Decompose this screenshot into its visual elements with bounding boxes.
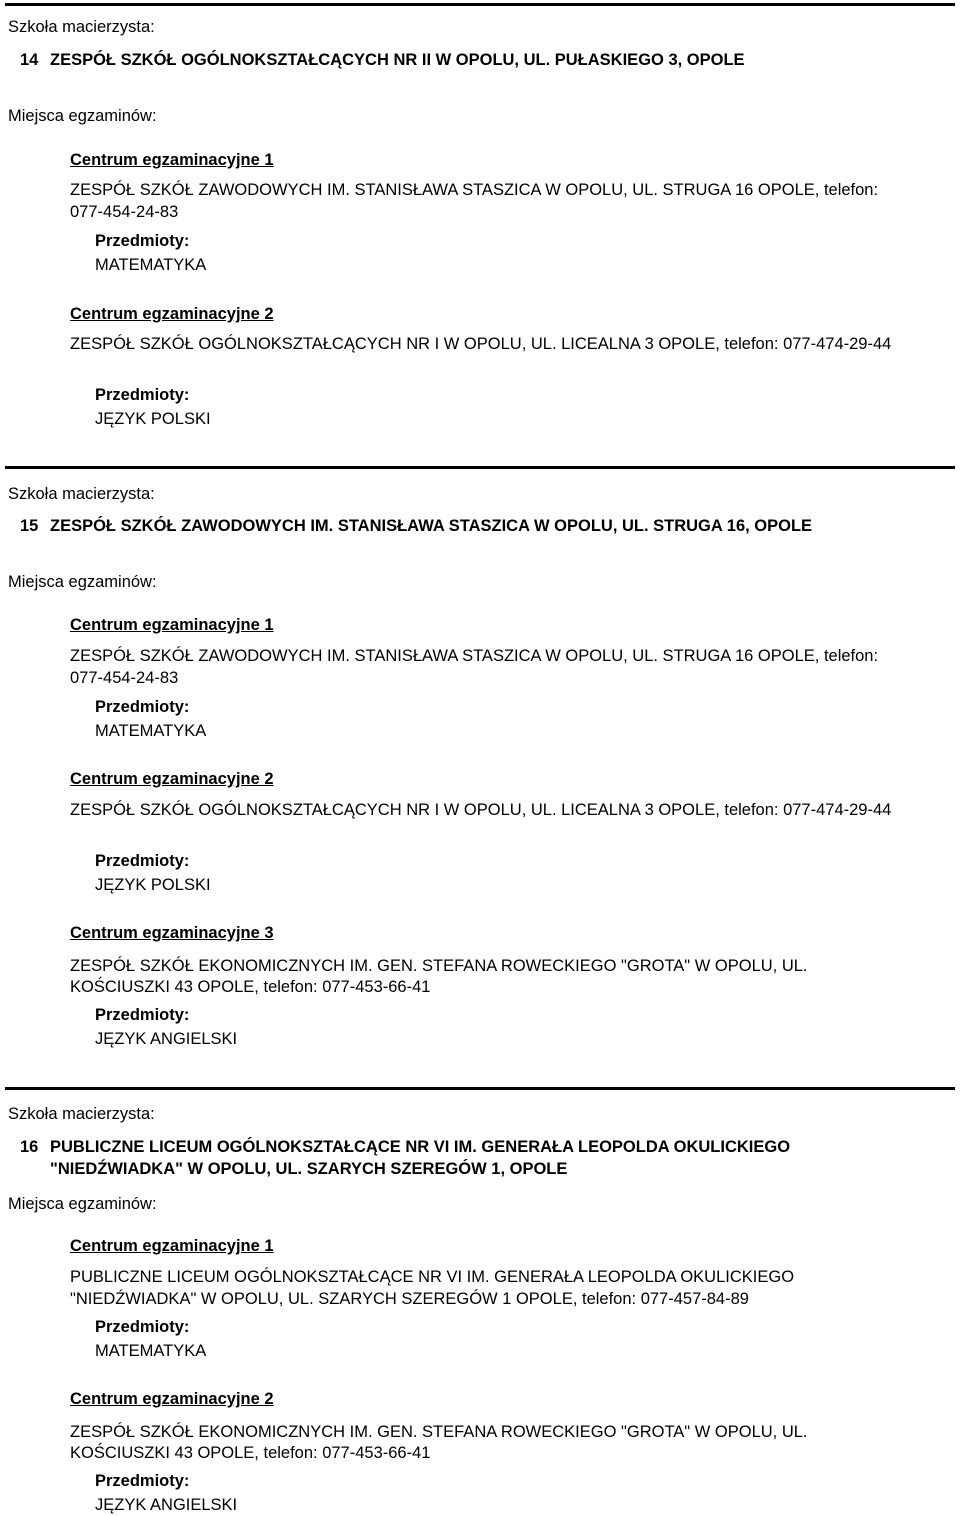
exam-center-address: KOŚCIUSZKI 43 OPOLE, telefon: 077-453-66-41 (70, 1444, 431, 1462)
exam-center-address: ZESPÓŁ SZKÓŁ EKONOMICZNYCH IM. GEN. STEFANA ROWECKIEGO "GROTA" W OPOLU, UL. (70, 1423, 808, 1441)
school-number: 15 (20, 517, 39, 535)
exam-center-address: KOŚCIUSZKI 43 OPOLE, telefon: 077-453-66-41 (70, 978, 431, 996)
subjects-label: Przedmioty: (95, 698, 190, 716)
exam-center-title: Centrum egzaminacyjne 3 (70, 924, 274, 942)
section-divider (5, 3, 955, 6)
exam-center-address: ZESPÓŁ SZKÓŁ ZAWODOWYCH IM. STANISŁAWA STASZICA W OPOLU, UL. STRUGA 16 OPOLE, telefon: (70, 647, 879, 665)
subjects-label: Przedmioty: (95, 386, 190, 404)
school-label: Szkoła macierzysta: (8, 18, 155, 36)
exam-center-title: Centrum egzaminacyjne 1 (70, 151, 274, 169)
places-label: Miejsca egzaminów: (8, 1195, 157, 1213)
section-divider (5, 1087, 955, 1090)
subject: MATEMATYKA (95, 1342, 207, 1360)
exam-center-title: Centrum egzaminacyjne 1 (70, 616, 274, 634)
subject: MATEMATYKA (95, 722, 207, 740)
exam-center-address: ZESPÓŁ SZKÓŁ OGÓLNOKSZTAŁCĄCYCH NR I W OPOLU, UL. LICEALNA 3 OPOLE, telefon: 077-474-29-44 (70, 801, 892, 819)
subject: JĘZYK ANGIELSKI (95, 1030, 238, 1048)
places-label: Miejsca egzaminów: (8, 573, 157, 591)
school-label: Szkoła macierzysta: (8, 1105, 155, 1123)
exam-center-title: Centrum egzaminacyjne 2 (70, 770, 274, 788)
exam-center-address: "NIEDŹWIADKA" W OPOLU, UL. SZARYCH SZEREGÓW 1 OPOLE, telefon: 077-457-84-89 (70, 1290, 749, 1308)
section-divider (5, 466, 955, 469)
subjects-label: Przedmioty: (95, 1318, 190, 1336)
exam-center-address: 077-454-24-83 (70, 669, 179, 687)
school-name: "NIEDŹWIADKA" W OPOLU, UL. SZARYCH SZEREGÓW 1, OPOLE (50, 1160, 568, 1178)
exam-center-address: 077-454-24-83 (70, 203, 179, 221)
school-number: 16 (20, 1138, 39, 1156)
subjects-label: Przedmioty: (95, 852, 190, 870)
exam-center-address: PUBLICZNE LICEUM OGÓLNOKSZTAŁCĄCE NR VI IM. GENERAŁA LEOPOLDA OKULICKIEGO (70, 1268, 795, 1286)
subject: JĘZYK POLSKI (95, 410, 211, 428)
exam-center-title: Centrum egzaminacyjne 2 (70, 1390, 274, 1408)
school-name: ZESPÓŁ SZKÓŁ OGÓLNOKSZTAŁCĄCYCH NR II W OPOLU, UL. PUŁASKIEGO 3, OPOLE (50, 51, 745, 69)
exam-center-address: ZESPÓŁ SZKÓŁ OGÓLNOKSZTAŁCĄCYCH NR I W OPOLU, UL. LICEALNA 3 OPOLE, telefon: 077-474-29-44 (70, 335, 892, 353)
exam-center-title: Centrum egzaminacyjne 2 (70, 305, 274, 323)
exam-center-title: Centrum egzaminacyjne 1 (70, 1237, 274, 1255)
subjects-label: Przedmioty: (95, 232, 190, 250)
subjects-label: Przedmioty: (95, 1472, 190, 1490)
exam-center-address: ZESPÓŁ SZKÓŁ ZAWODOWYCH IM. STANISŁAWA STASZICA W OPOLU, UL. STRUGA 16 OPOLE, telefon: (70, 181, 879, 199)
school-label: Szkoła macierzysta: (8, 485, 155, 503)
subject: JĘZYK ANGIELSKI (95, 1496, 238, 1514)
subjects-label: Przedmioty: (95, 1006, 190, 1024)
places-label: Miejsca egzaminów: (8, 107, 157, 125)
school-name: ZESPÓŁ SZKÓŁ ZAWODOWYCH IM. STANISŁAWA STASZICA W OPOLU, UL. STRUGA 16, OPOLE (50, 517, 813, 535)
school-number: 14 (20, 51, 39, 69)
subject: JĘZYK POLSKI (95, 876, 211, 894)
exam-center-address: ZESPÓŁ SZKÓŁ EKONOMICZNYCH IM. GEN. STEFANA ROWECKIEGO "GROTA" W OPOLU, UL. (70, 957, 808, 975)
subject: MATEMATYKA (95, 256, 207, 274)
school-name: PUBLICZNE LICEUM OGÓLNOKSZTAŁCĄCE NR VI IM. GENERAŁA LEOPOLDA OKULICKIEGO (50, 1138, 791, 1156)
